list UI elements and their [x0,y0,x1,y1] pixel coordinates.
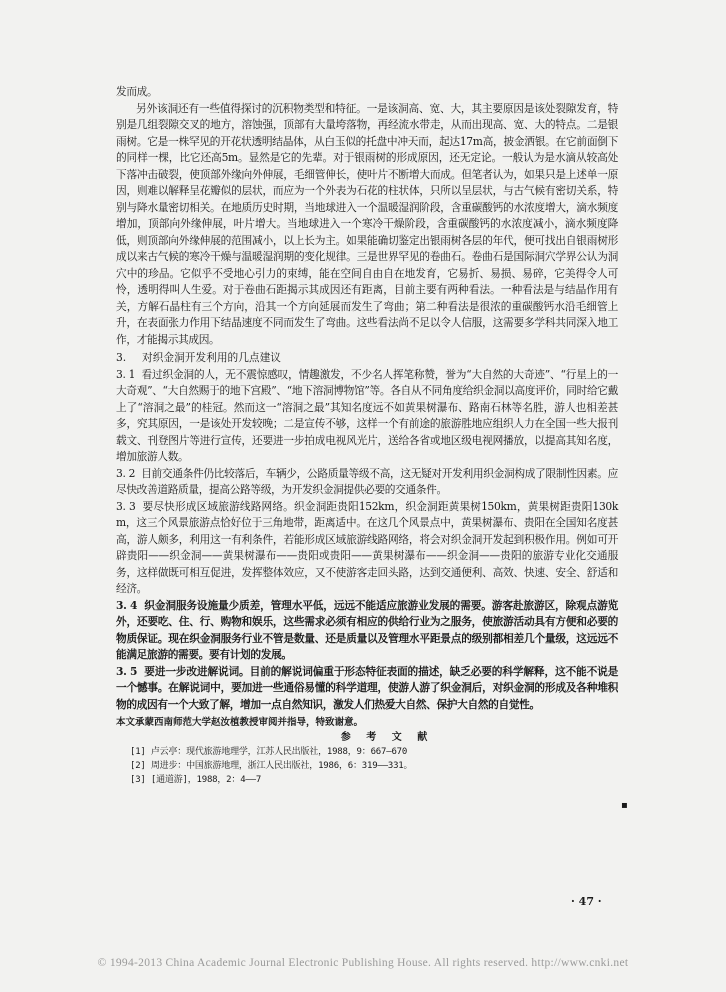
list-item [116,367,618,466]
reference-item: [2] 周进步：中国旅游地理，浙江人民出版社，1986，6：319——331。 [130,761,413,771]
page-number: · 47 · [571,895,602,908]
acknowledgement: 本文承蒙西南师范大学赵汝植教授审阅并指导，特致谢意。 [116,717,364,728]
paragraph-continuation: 发而成。 [116,85,158,98]
paragraph-sediment-features: 另外该洞还有一些值得探讨的沉积物类型和特征。一是该洞高、宽、大，其主要原因是该处裂隙发育，特别是几组裂隙交叉的地方，溶蚀强，顶部有大量垮落物，再经流水带走，从而出现高、宽、大的特点。二是银雨树。它是一株罕见的开花状透明结晶体，从白玉似的托盘中冲天而，起达17m高，披金洒银。在它前面倒下的同样一棵，比它还高5m。显然是它的先辈。对于银雨树的形成原因，还无定论。一般认为是水滴从较高处下落冲击破裂，使顶部外缘向外伸展，毛细管伸长，使叶片不断增大而成。但笔者认为，如果只是上述单一原因，则难以解释呈花瓣似的层状，而应为一个外表为石花的柱状体，只所以呈层状，与古气候有密切关系，特别与降水量密切相关。在地质历史时期，当地球进入一个温暖湿润阶段，含重碳酸钙的水浓度增大，滴水频度增加，顶部向外缘伸展，叶片增大。当地球进入一个寒冷干燥阶段，含重碳酸钙的水浓度减小，滴水频度降低，则顶部向外缘伸展的范围减小，以上长为主。如果能确切鉴定出银雨树各层的年代，便可找出自银雨树形成以来古气候的寒冷干燥与温暖湿润期的变化规律。三是世界罕见的卷曲石。卷曲石是国际洞穴学界公认为洞穴中的珍品。它似乎不受地心引力的束缚，能在空间自由自在地发育，它易折、易损、易碎，它美得令人可怜，透明得叫人生爱。对于卷曲石距揭示其成因还有距离，目前主要有两种看法。一种看法是与结晶作用有关，方解石晶柱有三个方向，沿其一个方向延展而发生了弯曲；第二种看法是很浓的重碳酸钙水沿毛细管上升，在表面张力作用下结晶速度不同而发生了弯曲。这些看法尚不足以令人信服，这需要多学科共同深入地工作，才能揭示其成因。 [116,101,618,346]
item-text: 织金洞服务设施量少质差，管理水平低，远远不能适应旅游业发展的需要。游客赴旅游区，除观点游览外，还要吃、住、行、购物和娱乐，这些需求必须有相应的供给行业为之服务，使旅游活动具有方便和必要的物质保证。现在织金洞服务行业不管是数量、还是质量以及管理水平距景点的级别都相差几个量级，这远远不能满足旅游的需要。要有计划的发展。 [116,598,618,661]
section-heading [116,350,618,367]
item-text: 要进一步改进解说词。目前的解说词偏重于形态特征表面的描述，缺乏必要的科学解释，这不能不说是一个憾事。在解说词中，要加进一些通俗易懂的科学道理，使游人游了织金洞后，对织金洞的形成及各种堆积物的成因有一个大致了解，增加一点自然知识，激发人们热爱大自然、保护大自然的自觉性。 [116,664,618,711]
reference-item: [3] [通道游]，1988，2：4——7 [130,775,262,785]
copyright-footer: © 1994-2013 China Academic Journal Electronic Publishing House. All rights reserved. http://www.cnki.net [97,957,629,969]
item-number: 3. 5 [116,664,138,678]
item-text: 看过织金洞的人，无不震惊感叹，情趣激发，不少名人挥笔称赞，誉为“大自然的大奇迹”、“行星上的一大奇观”、“大自然赐于的地下宫殿”、“地下溶洞博物馆”等。各自从不同角度给织金洞以高度评价，同时给它戴上了“溶洞之最”的桂冠。然而这一“溶洞之最”其知名度远不如黄果树瀑布、路南石林等名胜，游人也相差甚多，究其原因，一是该处开发较晚；二是宣传不够，这样一个有前途的旅游胜地应组织人力在全国一些大报刊载文、刊登图片等进行宣传，还要进一步拍成电视风光片，送给各省或地区级电视网播放，以提高其知名度，增加旅游人数。 [116,367,618,463]
list-item [116,466,618,499]
reference-item: [1] 卢云亭：现代旅游地理学，江苏人民出版社，1988，9：667—670 [130,747,408,757]
references-title: 参 考 文 献 [340,732,434,743]
margin-dot-icon: ▪ [621,800,628,811]
section-number: 3. [116,351,127,364]
section-title: 对织金洞开发利用的几点建议 [142,351,281,364]
bold-items [116,598,618,714]
item-text: 要尽快形成区域旅游线路网络。织金洞距贵阳152km，织金洞距黄果树150km，黄果树距贵阳130km，这三个风景旅游点恰好位于三角地带，距离适中。在这几个风景点中，黄果树瀑布、贵阳在全国知名度甚高，游人颇多，利用这一有利条件，若能形成区域旅游线路网络，将会对织金洞开发起到积极作用。例如可开辟贵阳——织金洞——黄果树瀑布——贵阳或贵阳——黄果树瀑布——织金洞——贵阳的旅游专业化交通服务，这样做既可相互促进，发挥整体效应，又不使游客走回头路，达到交通便利、高效、快速、安全、舒适和经济。 [116,499,619,595]
article-body [116,84,618,787]
item-number: 3. 2 [116,466,136,480]
item-number: 3. 3 [116,499,136,513]
list-item [116,664,618,714]
list-item [116,499,618,598]
item-number: 3. 4 [116,598,138,612]
list-item [116,598,618,664]
item-text: 目前交通条件仍比较落后，车辆少，公路质量等级不高，这无疑对开发利用织金洞构成了限制性因素。应尽快改善道路质量，提高公路等级，为开发织金洞提供必要的交通条件。 [116,466,618,496]
item-number: 3. 1 [116,367,136,381]
